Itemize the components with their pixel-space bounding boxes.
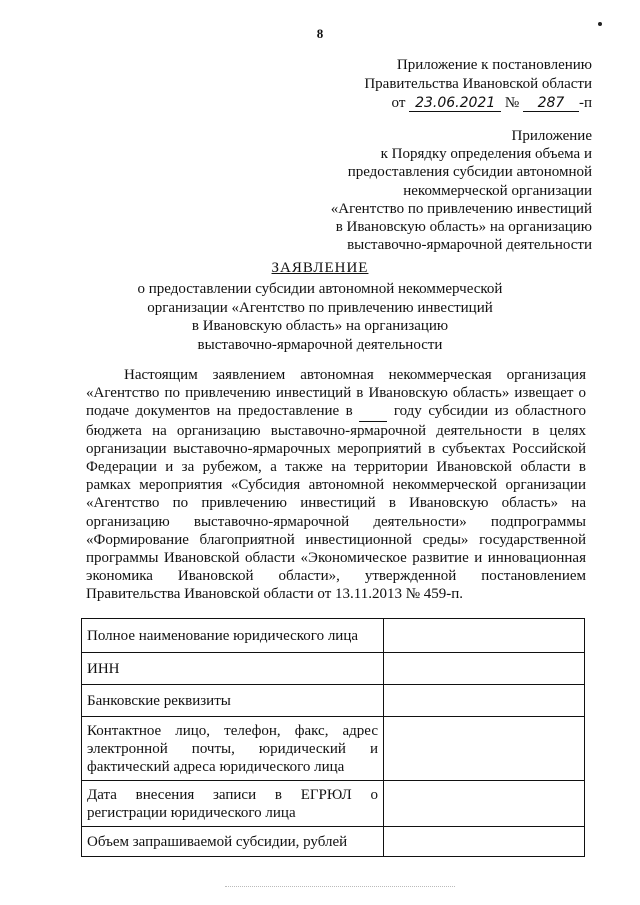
- row-label-inn: ИНН: [82, 653, 384, 685]
- annex-procedure-line: некоммерческой организации: [403, 182, 592, 199]
- annex-procedure-line: предоставления субсидии автономной: [347, 164, 592, 181]
- subtitle-line: в Ивановскую область» на организацию: [191, 318, 449, 334]
- annex-procedure-line: выставочно-ярмарочной деятельности: [347, 237, 592, 254]
- row-value-egrul-date[interactable]: [384, 781, 585, 827]
- table-row: [82, 827, 585, 857]
- row-label-egrul-date: Дата внесения записи в ЕГРЮЛ о регистрации юридического лица: [82, 781, 384, 827]
- scan-mark: [598, 22, 602, 26]
- table-row: [82, 653, 585, 685]
- annex-procedure-header: [331, 127, 592, 254]
- number-suffix: -п: [578, 95, 592, 111]
- annex-decree-line-1: Приложение к постановлению: [396, 57, 592, 73]
- annex-procedure-line: Приложение: [511, 128, 592, 144]
- handwritten-number: 287: [523, 95, 579, 112]
- table-row: [82, 685, 585, 717]
- document-title: ЗАЯВЛЕНИЕ: [271, 260, 369, 276]
- row-label-bank-details: Банковские реквизиты: [82, 685, 384, 717]
- scan-footer-noise: [225, 886, 455, 888]
- application-form-table: [81, 618, 585, 857]
- row-value-contacts[interactable]: [384, 717, 585, 781]
- body-text-part-2: году субсидии из областного бюджета на организацию выставочно-ярмарочной деятельности в целях организации выставочно-ярмарочных мероприятий в субъектах Российской Федерации и за рубежом, а также на территории Ивановской области в рамках мероприятия «Субсидия автономной некоммерческой организации «Агентство по привлечению инвестиций в Ивановскую область» на организацию выставочно-ярмарочной деятельности» подпрограммы «Формирование благоприятной инвестиционной среды» государственной программы Ивановской области «Экономическое развитие и инновационная экономика Ивановской области», утвержденной постановлением Правительства Ивановской области от 13.11.2013 № 459-п.: [86, 403, 587, 603]
- year-blank: [359, 402, 387, 421]
- row-value-inn[interactable]: [384, 653, 585, 685]
- document-subtitle: [0, 280, 640, 354]
- table-row: [82, 781, 585, 827]
- subtitle-line: организации «Агентство по привлечению инвестиций: [147, 299, 493, 316]
- annex-procedure-line: в Ивановскую область» на организацию: [335, 219, 592, 236]
- subtitle-line: выставочно-ярмарочной деятельности: [197, 336, 443, 353]
- row-label-full-name: Полное наименование юридического лица: [82, 619, 384, 653]
- annex-decree-date-line: [364, 94, 592, 113]
- annex-decree-header: [364, 56, 592, 113]
- subtitle-line: о предоставлении субсидии автономной некоммерческой: [137, 281, 503, 297]
- number-prefix: №: [504, 95, 520, 111]
- page-number: 8: [316, 26, 324, 41]
- row-value-bank-details[interactable]: [384, 685, 585, 717]
- table-row: [82, 619, 585, 653]
- table-row: [82, 717, 585, 781]
- row-value-full-name[interactable]: [384, 619, 585, 653]
- annex-decree-line-2: Правительства Ивановской области: [364, 76, 592, 92]
- annex-procedure-line: «Агентство по привлечению инвестиций: [330, 200, 592, 217]
- handwritten-date: 23.06.2021: [409, 95, 501, 112]
- row-value-subsidy-amount[interactable]: [384, 827, 585, 857]
- row-label-contacts: Контактное лицо, телефон, факс, адрес электронной почты, юридический и фактический адреса юридического лица: [82, 717, 384, 781]
- application-body-paragraph: [86, 366, 586, 604]
- annex-procedure-line: к Порядку определения объема и: [380, 146, 592, 163]
- date-prefix: от: [391, 95, 406, 111]
- row-label-subsidy-amount: Объем запрашиваемой субсидии, рублей: [82, 827, 384, 857]
- body-text-part-1: Настоящим заявлением автономная некоммерческая организация «Агентство по привлечению инвестиций в Ивановскую область» извещает о подаче документов на предоставление в: [86, 367, 586, 420]
